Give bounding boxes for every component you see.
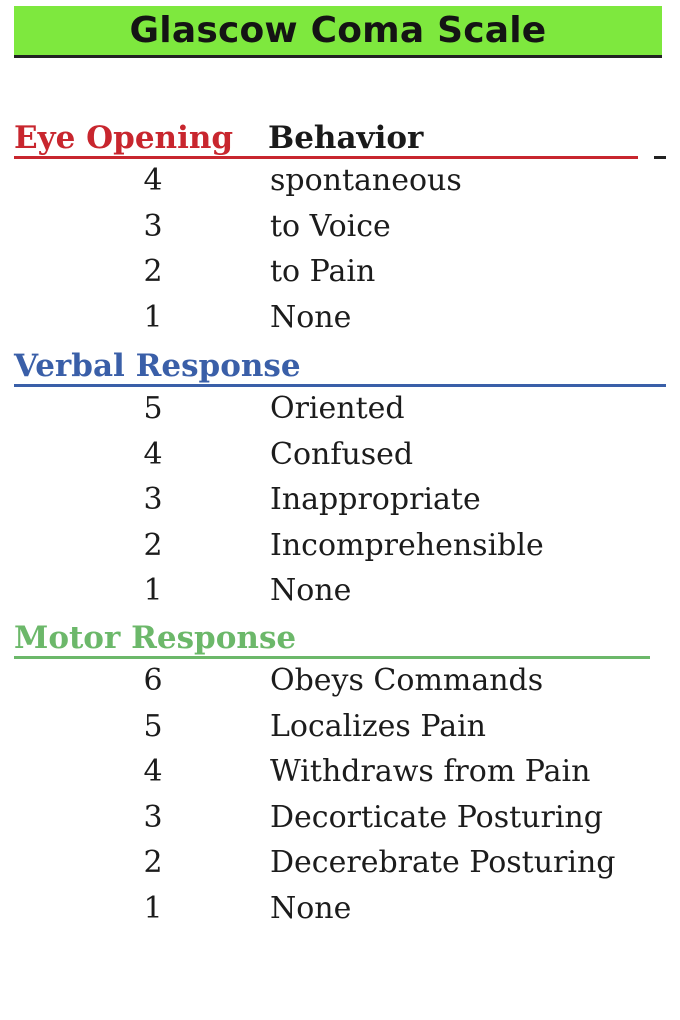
score-value: 4 <box>143 436 163 472</box>
behavior-label: to Pain <box>270 254 376 289</box>
score-row <box>0 158 680 204</box>
score-value: 3 <box>143 482 163 517</box>
score-row <box>0 704 680 750</box>
score-value: 3 <box>143 799 163 835</box>
score-row <box>0 523 680 569</box>
score-value: 4 <box>143 754 163 789</box>
score-value: 4 <box>143 163 163 198</box>
section-eye-opening <box>0 118 680 340</box>
score-row <box>0 477 680 523</box>
score-value: 5 <box>143 391 163 426</box>
score-value: 5 <box>143 708 163 744</box>
behavior-label: Confused <box>270 436 414 472</box>
behavior-label: spontaneous <box>270 163 462 198</box>
score-value: 6 <box>143 663 163 698</box>
section-verbal-response <box>0 346 680 614</box>
behavior-label: None <box>270 890 352 926</box>
score-row <box>0 886 680 932</box>
score-row <box>0 386 680 432</box>
section-header <box>0 346 680 386</box>
behavior-column-header: Behavior <box>268 120 424 156</box>
score-value: 3 <box>143 208 163 244</box>
behavior-label: Inappropriate <box>270 482 481 517</box>
page-title: Glascow Coma Scale <box>129 10 547 51</box>
score-row <box>0 204 680 250</box>
score-row <box>0 840 680 886</box>
behavior-label: Withdraws from Pain <box>270 754 591 789</box>
score-value: 2 <box>143 845 163 880</box>
section-header <box>0 618 680 658</box>
section-header <box>0 118 680 158</box>
behavior-label: to Voice <box>270 208 391 244</box>
section-title: Verbal Response <box>14 348 301 384</box>
score-row <box>0 749 680 795</box>
section-title: Motor Response <box>14 620 297 656</box>
score-value: 1 <box>143 573 163 608</box>
behavior-label: Decorticate Posturing <box>270 799 603 835</box>
behavior-label: Incomprehensible <box>270 527 544 563</box>
section-title: Eye Opening <box>14 120 234 156</box>
score-row <box>0 249 680 295</box>
title-banner <box>14 6 662 58</box>
score-row <box>0 295 680 341</box>
behavior-label: Oriented <box>270 391 405 426</box>
behavior-label: Localizes Pain <box>270 708 486 744</box>
score-value: 2 <box>143 527 163 563</box>
score-row <box>0 432 680 478</box>
score-row <box>0 568 680 614</box>
section-motor-response <box>0 618 680 931</box>
behavior-label: None <box>270 573 352 608</box>
behavior-label: None <box>270 299 352 335</box>
behavior-label: Obeys Commands <box>270 663 544 698</box>
behavior-label: Decerebrate Posturing <box>270 845 616 880</box>
score-value: 1 <box>143 890 163 926</box>
score-value: 2 <box>143 254 163 289</box>
score-row <box>0 795 680 841</box>
score-row <box>0 658 680 704</box>
score-value: 1 <box>143 299 163 335</box>
